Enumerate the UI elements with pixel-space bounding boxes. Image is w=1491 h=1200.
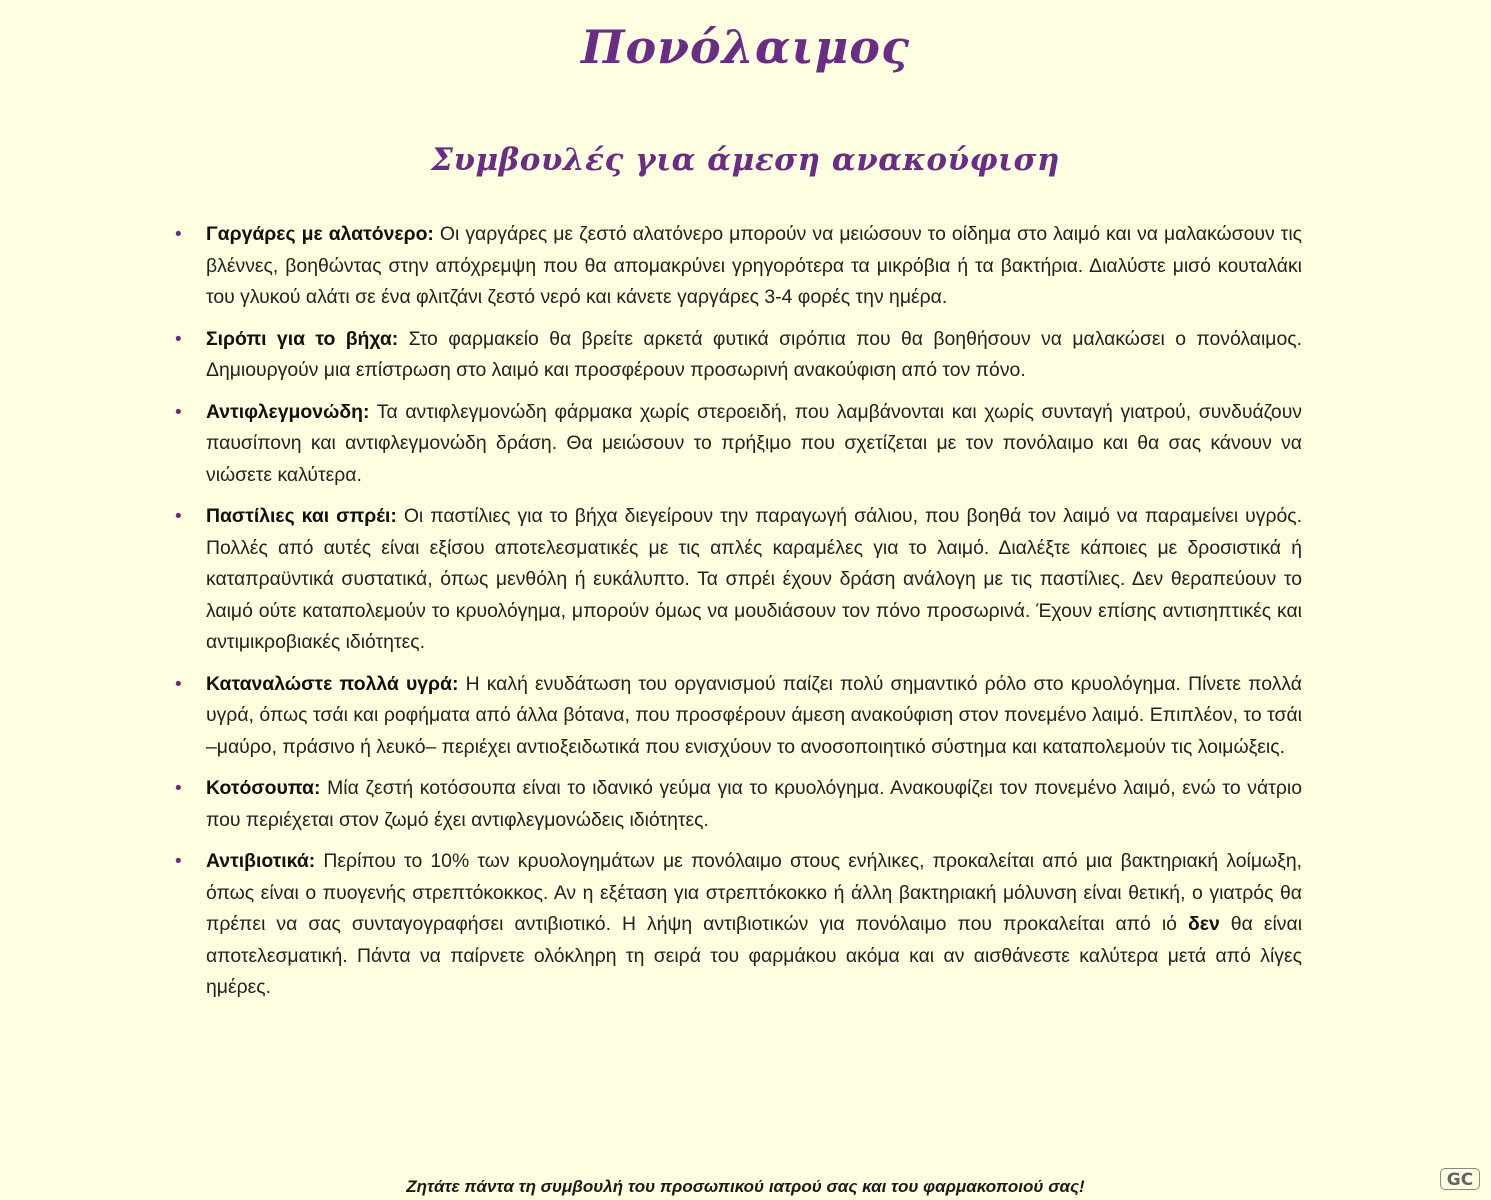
tip-cough-syrup [172,324,1302,387]
tip-fluids [172,669,1302,764]
bullet-icon: • [175,401,182,423]
bullet-icon: • [175,328,182,350]
page-subtitle: Συμβουλές για άμεση ανακούφιση [431,142,1060,178]
tips-list [172,219,1302,1014]
bullet-icon: • [175,778,182,799]
bullet-icon: • [175,506,182,527]
page-title: Πονόλαιμος [580,20,910,74]
tip-lozenges-sprays [172,501,1302,659]
bullet-icon: • [175,224,182,245]
footer-disclaimer: Ζητάτε πάντα τη συμβουλή του προσωπικού ιατρού σας και του φαρμακοποιού σας! [406,1177,1085,1196]
tip-text: Οι παστίλιες για το βήχα διεγείρουν την παραγωγή σάλιου, που βοηθά τον λαιμό να παραμείνει υγρός. Πολλές από αυτές είναι εξίσου αποτελεσματικές με τις απλές καραμέλες για το λαιμό. Διαλέξτε κάποιες με δροσιστικά ή καταπραϋντικά συστατικά, όπως μενθόλη ή ευκάλυπτο. Τα σπρέι έχουν δράση ανάλογη με τις παστίλιες. Δεν θεραπεύουν το λαιμό ούτε καταπολεμούν το κρυολόγημα, μπορούν όμως να μουδιάσουν τον πόνο προσωρινά. Έχουν επίσης αντισηπτικές και αντιμικροβιακές ιδιότητες. [206,505,1302,653]
tip-text: Τα αντιφλεγμονώδη φάρμακα χωρίς στεροειδή, που λαμβάνονται και χωρίς συνταγή γιατρού, συνδυάζουν παυσίπονη και αντιφλεγμονώδη δράση. Θα μειώσουν το πρήξιμο που σχετίζεται με τον πονόλαιμο και θα σας κάνουν να νιώσετε καλύτερα. [206,400,1302,486]
tip-text: Στο φαρμακείο θα βρείτε αρκετά φυτικά σιρόπια που θα βοηθήσουν να μαλακώσει ο πονόλαιμος. Δημιουργούν μια επίστρωση στο λαιμό και προσφέρουν προσωρινή ανακούφιση από τον πόνο. [206,327,1302,381]
tip-heading: Αντιβιοτικά: [206,850,316,872]
tip-text: θα είναι αποτελεσματική. Πάντα να παίρνετε ολόκληρη τη σειρά του φαρμάκου ακόμα και αν αισθάνεστε καλύτερα μετά από λίγες ημέρες. [206,913,1303,998]
tip-heading: Σιρόπι για το βήχα: [206,327,399,350]
tip-heading: Παστίλιες και σπρέι: [206,505,397,527]
tip-heading: Γαργάρες με αλατόνερο: [206,223,434,245]
tip-anti-inflammatories [172,397,1302,492]
tip-gargles [172,219,1302,314]
bullet-icon: • [175,673,182,695]
gc-logo-icon: GC [1440,1168,1480,1190]
tip-heading: Κοτόσουπα: [206,777,321,799]
tip-text: Οι γαργάρες με ζεστό αλατόνερο μπορούν να μειώσουν το οίδημα στο λαιμό και να μαλακώσουν τις βλέννες, βοηθώντας στην απόχρεμψη που θα απομακρύνει γρηγορότερα τα μικρόβια ή τα βακτήρια. Διαλύστε μισό κουταλάκι του γλυκού αλάτι σε ένα φλιτζάνι ζεστό νερό και κάνετε γαργάρες 3-4 φορές την ημέρα. [206,223,1302,308]
bullet-icon: • [175,851,182,872]
tip-heading: Αντιφλεγμονώδη: [206,400,370,423]
tip-antibiotics [172,846,1302,1004]
tip-text: Περίπου το 10% των κρυολογημάτων με πονόλαιμο στους ενήλικες, προκαλείται από μια βακτηριακή λοίμωξη, όπως είναι ο πυογενής στρεπτόκοκκος. Αν η εξέταση για στρεπτόκοκκο ή άλλη βακτηριακή μόλυνση είναι θετική, ο γιατρός θα πρέπει να σας συνταγογραφήσει αντιβιοτικό. Η λήψη αντιβιοτικών για πονόλαιμο που προκαλείται από ιό [206,850,1302,935]
tip-chicken-soup [172,773,1302,836]
tip-emphasis: δεν [1188,913,1220,935]
tip-heading: Καταναλώστε πολλά υγρά: [206,672,459,695]
tip-text: Η καλή ενυδάτωση του οργανισμού παίζει πολύ σημαντικό ρόλο στο κρυολόγημα. Πίνετε πολλά υγρά, όπως τσάι και ροφήματα από άλλα βότανα, που προσφέρουν άμεση ανακούφιση στον πονεμένο λαιμό. Επιπλέον, το τσάι –μαύρο, πράσινο ή λευκό– περιέχει αντιοξειδωτικά που ενισχύουν το ανοσοποιητικό σύστημα και καταπολεμούν τις λοιμώξεις. [206,672,1303,758]
tip-text: Μία ζεστή κοτόσουπα είναι το ιδανικό γεύμα για το κρυολόγημα. Ανακουφίζει τον πονεμένο λαιμό, ενώ το νάτριο που περιέχεται στον ζωμό έχει αντιφλεγμονώδεις ιδιότητες. [206,777,1302,831]
